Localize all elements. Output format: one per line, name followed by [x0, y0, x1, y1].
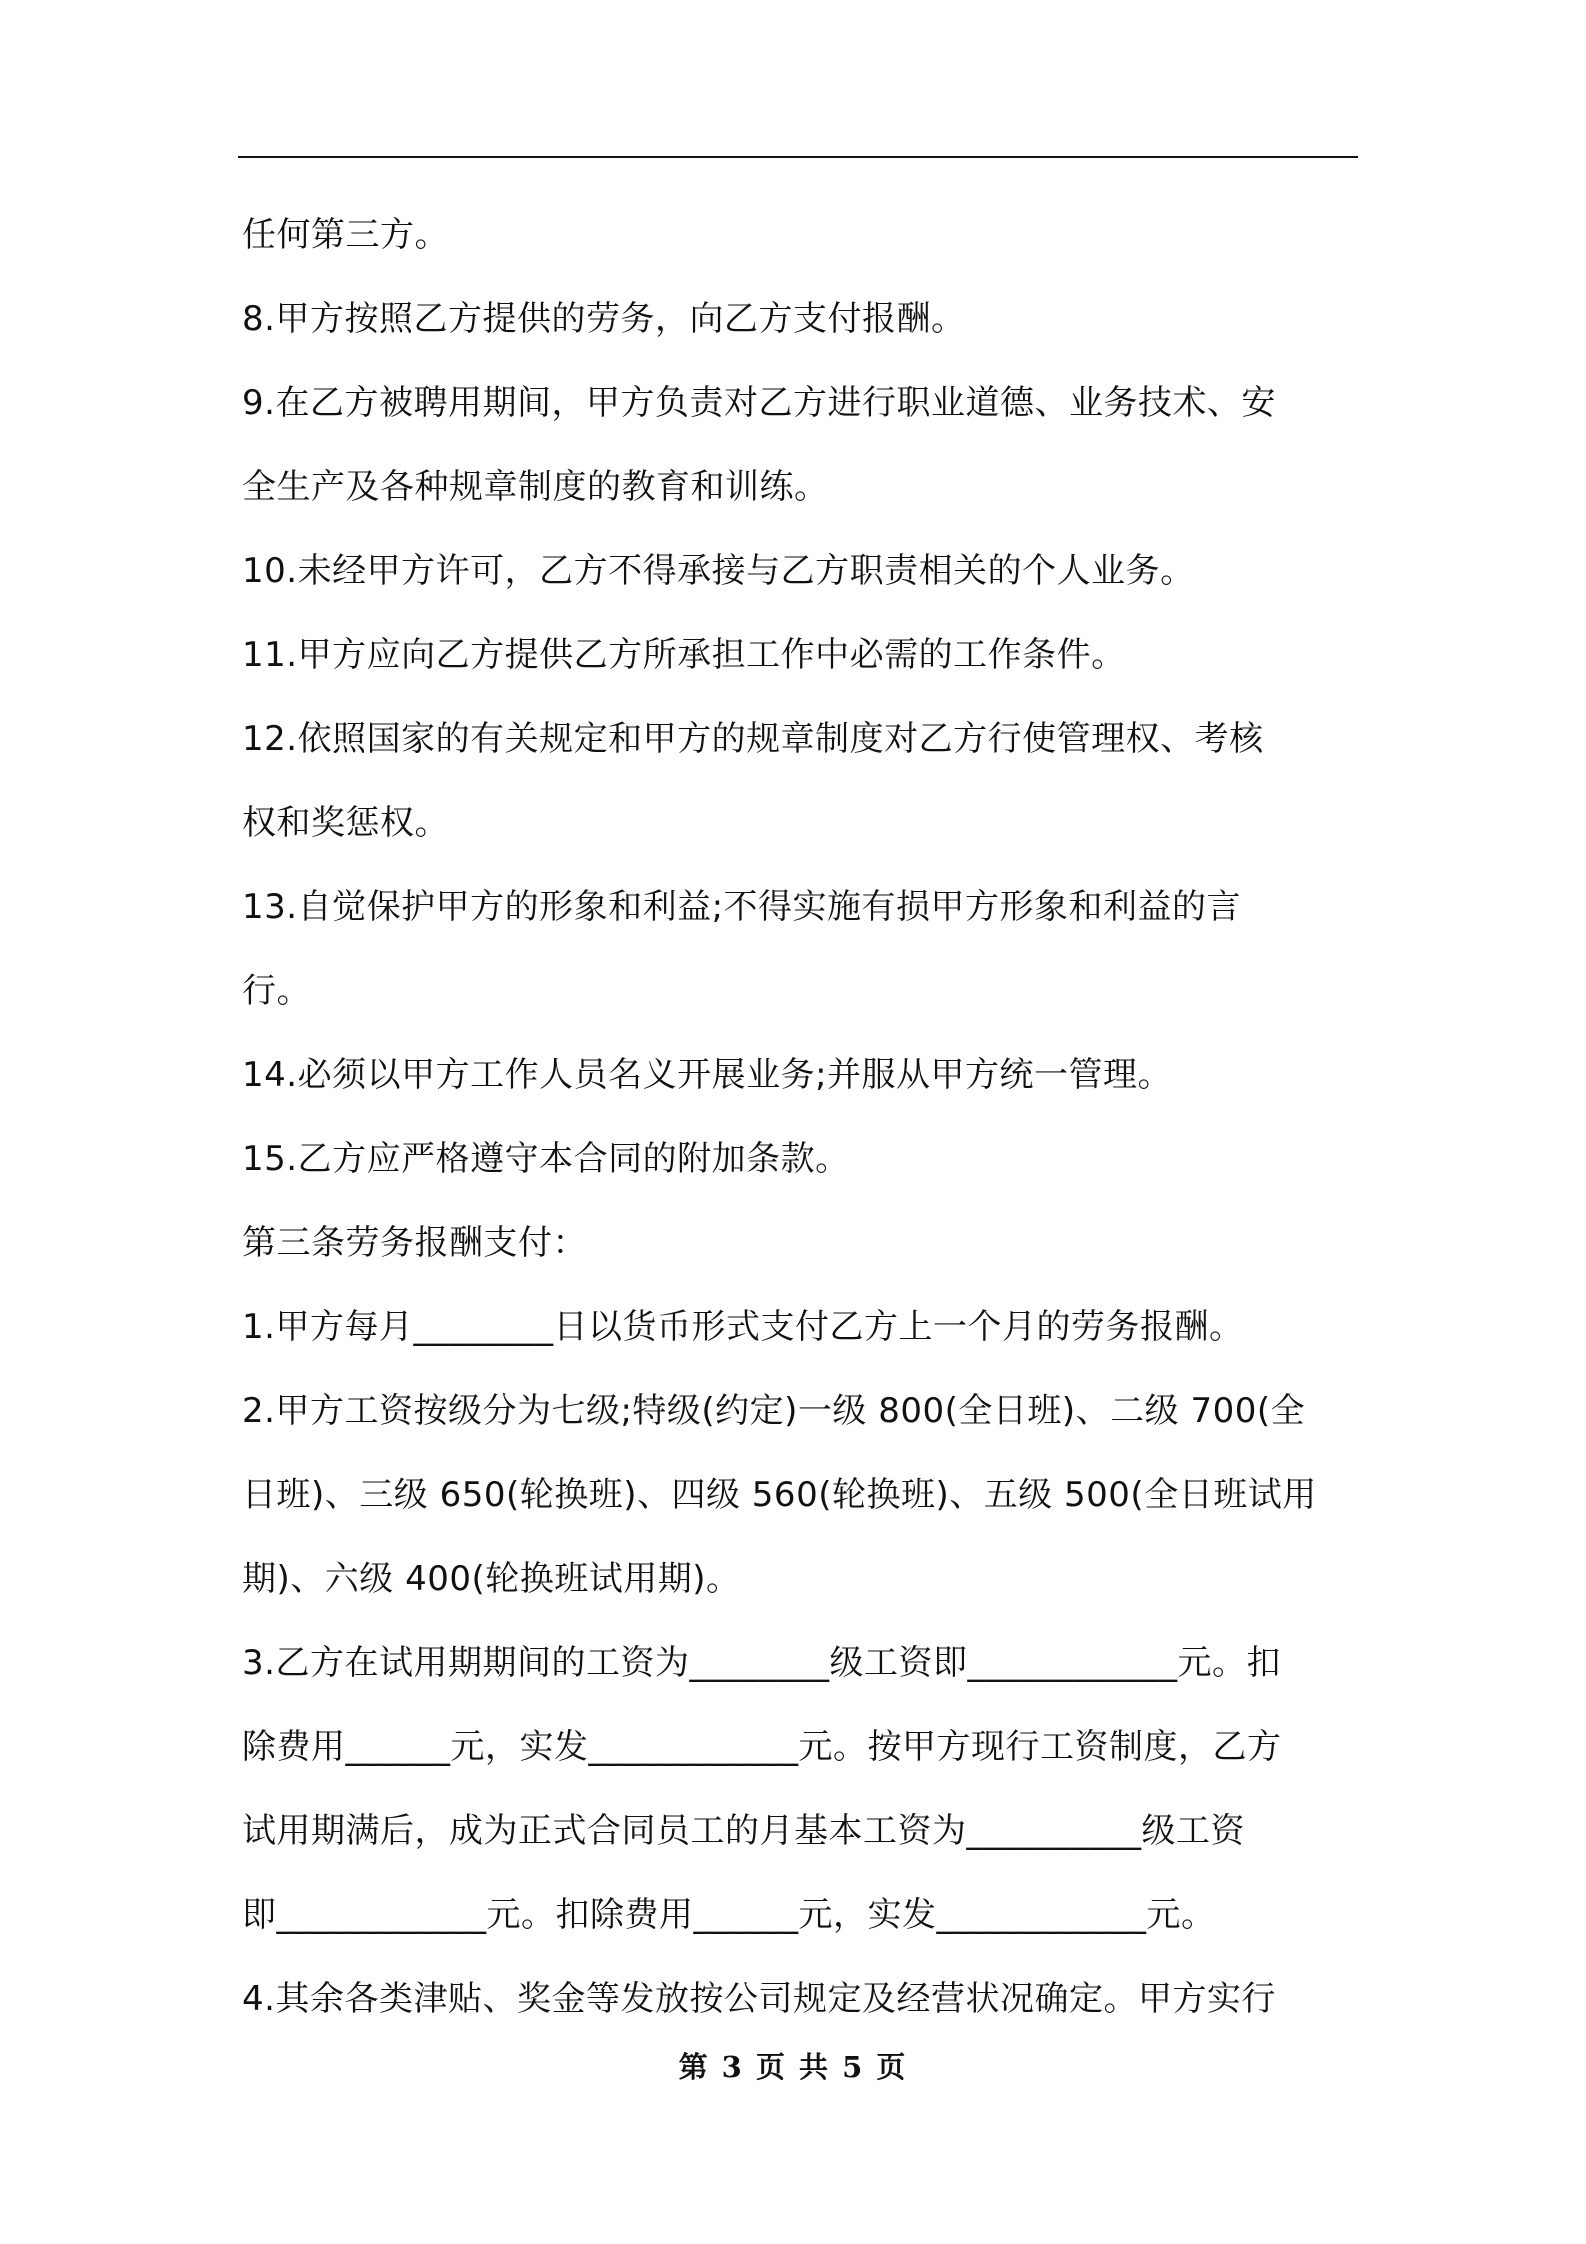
text-line: 2.甲方工资按级分为七级;特级(约定)一级 800(全日班)、二级 700(全 — [242, 1391, 1306, 1431]
header-rule — [238, 156, 1358, 158]
text-line: 除费用______元，实发____________元。按甲方现行工资制度，乙方 — [242, 1727, 1282, 1767]
text-line: 日班)、三级 650(轮换班)、四级 560(轮换班)、五级 500(全日班试用 — [242, 1475, 1317, 1515]
text-line: 3.乙方在试用期期间的工资为________级工资即____________元。扣 — [242, 1643, 1281, 1683]
text-line: 13.自觉保护甲方的形象和利益;不得实施有损甲方形象和利益的言 — [242, 887, 1242, 927]
text-line: 8.甲方按照乙方提供的劳务，向乙方支付报酬。 — [242, 299, 966, 339]
text-line: 4.其余各类津贴、奖金等发放按公司规定及经营状况确定。甲方实行 — [242, 1979, 1276, 2019]
text-line: 期)、六级 400(轮换班试用期)。 — [242, 1559, 741, 1599]
text-line: 12.依照国家的有关规定和甲方的规章制度对乙方行使管理权、考核 — [242, 719, 1264, 759]
text-line: 10.未经甲方许可，乙方不得承接与乙方职责相关的个人业务。 — [242, 551, 1195, 591]
text-line: 试用期满后，成为正式合同员工的月基本工资为__________级工资 — [242, 1811, 1245, 1851]
text-line: 15.乙方应严格遵守本合同的附加条款。 — [242, 1139, 850, 1179]
section-heading: 第三条劳务报酬支付： — [242, 1223, 587, 1263]
text-line: 11.甲方应向乙方提供乙方所承担工作中必需的工作条件。 — [242, 635, 1126, 675]
text-line: 9.在乙方被聘用期间，甲方负责对乙方进行职业道德、业务技术、安 — [242, 383, 1276, 423]
page-number-footer: 第 3 页 共 5 页 — [678, 2050, 908, 2084]
text-line: 14.必须以甲方工作人员名义开展业务;并服从甲方统一管理。 — [242, 1055, 1173, 1095]
text-line: 行。 — [242, 971, 311, 1011]
document-body — [242, 193, 1362, 2041]
text-line: 全生产及各种规章制度的教育和训练。 — [242, 467, 829, 507]
text-line: 权和奖惩权。 — [242, 803, 449, 843]
text-line: 即____________元。扣除费用______元，实发____________元。 — [242, 1895, 1216, 1935]
text-line: 1.甲方每月________日以货币形式支付乙方上一个月的劳务报酬。 — [242, 1307, 1244, 1347]
text-line: 任何第三方。 — [242, 215, 449, 255]
